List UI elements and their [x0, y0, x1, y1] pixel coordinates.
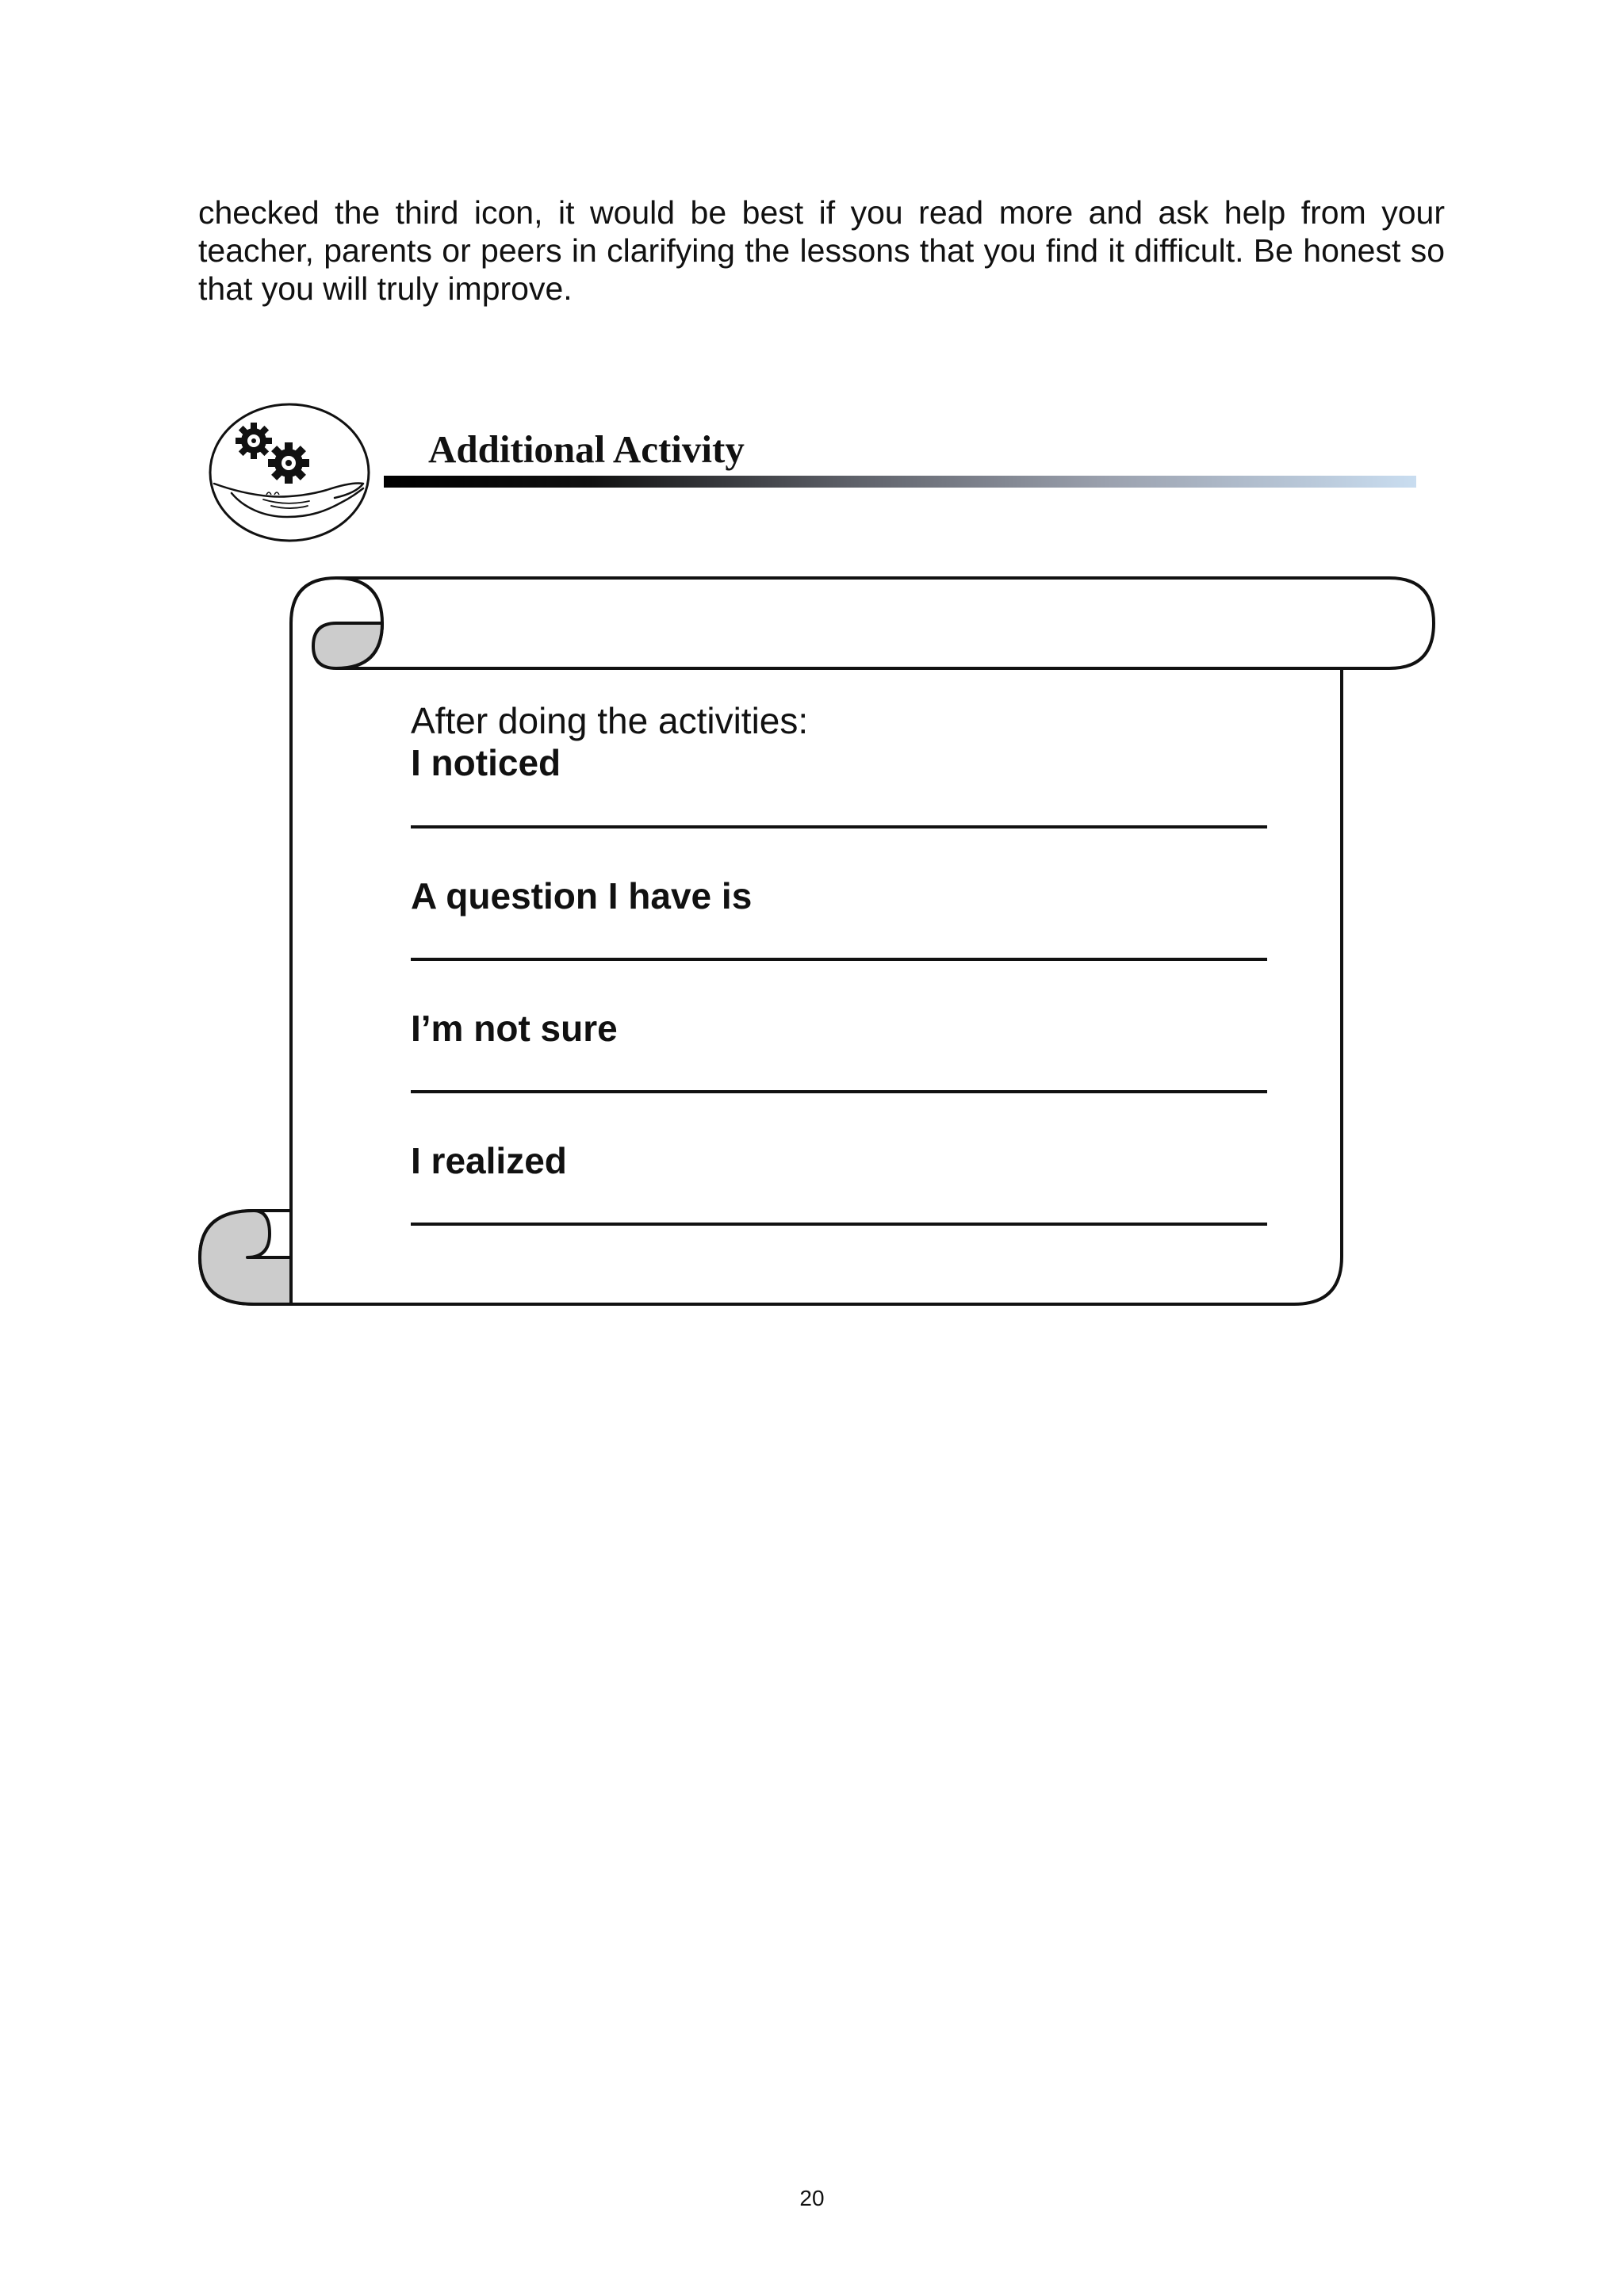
- intro-paragraph: checked the third icon, it would be best if you read more and ask help from your teacher, parents or peers in clarifying the lessons that you find it difficult. Be honest so that you will truly improve.: [198, 194, 1445, 307]
- answer-line-4: [411, 1223, 1267, 1226]
- prompt-i-realized: I realized: [411, 1140, 567, 1181]
- answer-line-1: [411, 825, 1267, 828]
- prompt-a-question: A question I have is: [411, 875, 753, 916]
- answer-line-3: [411, 1090, 1267, 1093]
- answer-line-2: [411, 958, 1267, 961]
- page-number: 20: [799, 2186, 825, 2210]
- prompt-i-noticed: I noticed: [411, 742, 561, 783]
- prompt-not-sure: I’m not sure: [411, 1008, 618, 1049]
- activity-intro: After doing the activities:: [411, 700, 809, 741]
- section-title: Additional Activity: [428, 427, 745, 471]
